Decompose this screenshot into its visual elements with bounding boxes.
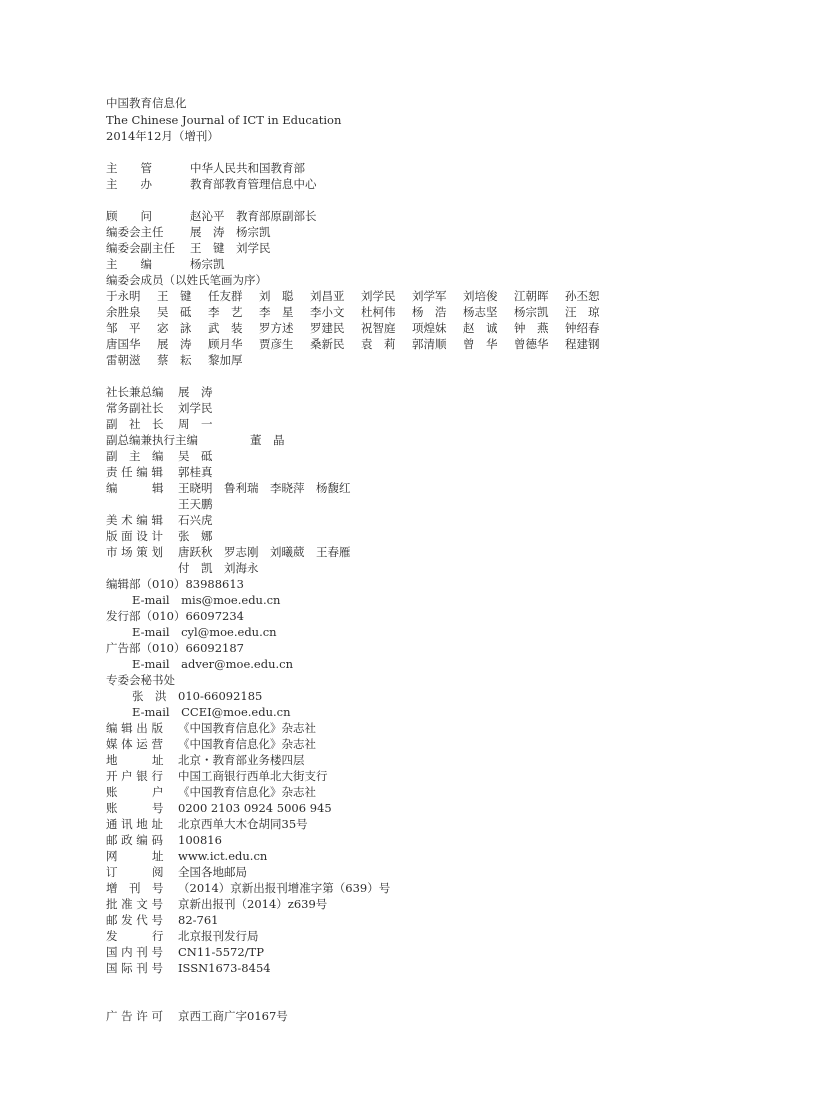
staff-row bbox=[106, 432, 285, 448]
publication-value: 全国各地邮局 bbox=[178, 865, 247, 879]
members-title: 编委会成员（以姓氏笔画为序） bbox=[106, 273, 267, 287]
advisor-label: 顾 问 bbox=[106, 209, 152, 223]
publication-value: 中国工商银行西单北大街支行 bbox=[178, 769, 328, 783]
member-name: 王 键 bbox=[157, 289, 192, 303]
member-name: 袁 莉 bbox=[361, 337, 396, 351]
staff-value: 郭桂真 bbox=[178, 465, 213, 479]
sponsor-label: 主 管 bbox=[106, 161, 152, 175]
staff-row bbox=[106, 528, 213, 544]
sponsor-row bbox=[106, 160, 305, 176]
member-name: 罗方述 bbox=[259, 321, 294, 335]
contact-line: E-mail cyl@moe.edu.cn bbox=[132, 625, 277, 639]
ad-license-value: 京西工商广字0167号 bbox=[178, 1009, 288, 1023]
ad-license-label: 广 告 许 可 bbox=[106, 1009, 163, 1023]
publication-row bbox=[106, 768, 328, 784]
contact-line: E-mail CCEI@moe.edu.cn bbox=[132, 705, 291, 719]
publication-label: 编 辑 出 版 bbox=[106, 721, 163, 735]
publication-row bbox=[106, 720, 316, 736]
staff-label: 社长兼总编 bbox=[106, 385, 164, 399]
member-name: 刘学民 bbox=[361, 289, 396, 303]
member-name: 杨 浩 bbox=[412, 305, 447, 319]
vice-director-label: 编委会副主任 bbox=[106, 241, 175, 255]
publication-value: 《中国教育信息化》杂志社 bbox=[178, 737, 316, 751]
publication-row bbox=[106, 816, 308, 832]
sponsor-value: 教育部教育管理信息中心 bbox=[190, 177, 317, 191]
member-name: 李小文 bbox=[310, 305, 345, 319]
staff-row bbox=[106, 400, 213, 416]
contact-line: 张 洪 010-66092185 bbox=[132, 689, 263, 703]
member-name: 杨宗凯 bbox=[514, 305, 549, 319]
member-name: 杜柯伟 bbox=[361, 305, 396, 319]
publication-row bbox=[106, 752, 305, 768]
staff-label: 编 辑 bbox=[106, 481, 164, 495]
member-name: 雷朝滋 bbox=[106, 353, 141, 367]
publication-label: 批 准 文 号 bbox=[106, 897, 163, 911]
journal-title-en: The Chinese Journal of ICT in Education bbox=[106, 113, 342, 127]
member-name: 李 艺 bbox=[208, 305, 243, 319]
staff-value: 吴 砥 bbox=[178, 449, 213, 463]
publication-value: CN11-5572/TP bbox=[178, 945, 264, 959]
publication-label: 发 行 bbox=[106, 929, 164, 943]
staff-row bbox=[106, 496, 213, 512]
staff-value: 董 晶 bbox=[250, 433, 285, 447]
contact-line: E-mail adver@moe.edu.cn bbox=[132, 657, 293, 671]
publication-value: 北京报刊发行局 bbox=[178, 929, 259, 943]
member-name: 孙丕恕 bbox=[565, 289, 600, 303]
members-row bbox=[106, 304, 616, 320]
staff-row bbox=[106, 480, 351, 496]
publication-label: 账 户 bbox=[106, 785, 164, 799]
sponsor-row bbox=[106, 176, 317, 192]
member-name: 郭清顺 bbox=[412, 337, 447, 351]
member-name: 钟 燕 bbox=[514, 321, 549, 335]
member-name: 武 装 bbox=[208, 321, 243, 335]
contact-line: E-mail mis@moe.edu.cn bbox=[132, 593, 281, 607]
sponsor-value: 中华人民共和国教育部 bbox=[190, 161, 305, 175]
staff-value: 刘学民 bbox=[178, 401, 213, 415]
member-name: 钟绍春 bbox=[565, 321, 600, 335]
editor-label: 主 编 bbox=[106, 257, 152, 271]
member-name: 杨志坚 bbox=[463, 305, 498, 319]
member-name: 程建钢 bbox=[565, 337, 600, 351]
advisor-row bbox=[106, 208, 317, 224]
staff-value: 王晓明 鲁利瑞 李晓萍 杨馥红 bbox=[178, 481, 351, 495]
contact-line: 发行部（010）66097234 bbox=[106, 609, 244, 623]
member-name: 吴 砥 bbox=[157, 305, 192, 319]
publication-row bbox=[106, 928, 259, 944]
staff-row bbox=[106, 544, 351, 560]
members-row bbox=[106, 288, 616, 304]
publication-value: 《中国教育信息化》杂志社 bbox=[178, 721, 316, 735]
members-row bbox=[106, 336, 616, 352]
publication-row bbox=[106, 880, 390, 896]
contact-line: 专委会秘书处 bbox=[106, 673, 175, 687]
publication-row bbox=[106, 864, 247, 880]
staff-label: 版 面 设 计 bbox=[106, 529, 163, 543]
member-name: 刘培俊 bbox=[463, 289, 498, 303]
member-name: 曾德华 bbox=[514, 337, 549, 351]
members-row bbox=[106, 352, 259, 368]
publication-value: 京新出报刊（2014）z639号 bbox=[178, 897, 328, 911]
publication-value: 北京西单大木仓胡同35号 bbox=[178, 817, 308, 831]
editor-value: 杨宗凯 bbox=[190, 257, 225, 271]
member-name: 李 星 bbox=[259, 305, 294, 319]
staff-label: 市 场 策 划 bbox=[106, 545, 163, 559]
sponsor-label: 主 办 bbox=[106, 177, 152, 191]
publication-label: 邮 发 代 号 bbox=[106, 913, 163, 927]
journal-title-cn: 中国教育信息化 bbox=[106, 96, 187, 110]
staff-label: 副总编兼执行主编 bbox=[106, 433, 198, 447]
member-name: 唐国华 bbox=[106, 337, 141, 351]
staff-row bbox=[106, 512, 213, 528]
staff-value: 唐跃秋 罗志刚 刘曦葳 王春雁 bbox=[178, 545, 351, 559]
staff-row bbox=[106, 448, 213, 464]
member-name: 余胜泉 bbox=[106, 305, 141, 319]
staff-value: 周 一 bbox=[178, 417, 213, 431]
staff-label: 常务副社长 bbox=[106, 401, 164, 415]
publication-value: 0200 2103 0924 5006 945 bbox=[178, 801, 332, 815]
publication-label: 地 址 bbox=[106, 753, 164, 767]
publication-row bbox=[106, 912, 218, 928]
member-name: 展 涛 bbox=[157, 337, 192, 351]
member-name: 祝智庭 bbox=[361, 321, 396, 335]
staff-value: 付 凯 刘海永 bbox=[178, 561, 259, 575]
member-name: 邹 平 bbox=[106, 321, 141, 335]
member-name: 贾彦生 bbox=[259, 337, 294, 351]
member-name: 蔡 耘 bbox=[157, 353, 192, 367]
staff-row bbox=[106, 560, 259, 576]
member-name: 于永明 bbox=[106, 289, 141, 303]
members-row bbox=[106, 320, 616, 336]
ad-license-row bbox=[106, 1008, 288, 1024]
member-name: 宓 詠 bbox=[157, 321, 192, 335]
staff-row bbox=[106, 464, 213, 480]
issue-date: 2014年12月（增刊） bbox=[106, 129, 219, 143]
member-name: 曾 华 bbox=[463, 337, 498, 351]
publication-label: 媒 体 运 营 bbox=[106, 737, 163, 751]
advisor-value: 赵沁平 教育部原副部长 bbox=[190, 209, 317, 223]
publication-value: （2014）京新出报刊增准字第（639）号 bbox=[178, 881, 391, 895]
member-name: 赵 诚 bbox=[463, 321, 498, 335]
publication-row bbox=[106, 896, 327, 912]
editor-row bbox=[106, 256, 225, 272]
staff-label: 美 术 编 辑 bbox=[106, 513, 163, 527]
contact-line: 广告部（010）66092187 bbox=[106, 641, 244, 655]
publication-row bbox=[106, 832, 222, 848]
member-name: 项煌妹 bbox=[412, 321, 447, 335]
member-name: 任友群 bbox=[208, 289, 243, 303]
staff-label: 副 主 编 bbox=[106, 449, 164, 463]
member-name: 刘 聪 bbox=[259, 289, 294, 303]
publication-value: 《中国教育信息化》杂志社 bbox=[178, 785, 316, 799]
staff-row bbox=[106, 384, 213, 400]
member-name: 罗建民 bbox=[310, 321, 345, 335]
publication-row bbox=[106, 848, 267, 864]
publication-value: www.ict.edu.cn bbox=[178, 849, 268, 863]
publication-label: 开 户 银 行 bbox=[106, 769, 163, 783]
publication-label: 邮 政 编 码 bbox=[106, 833, 163, 847]
publication-value: 100816 bbox=[178, 833, 222, 847]
vice-director-value: 王 键 刘学民 bbox=[190, 241, 271, 255]
member-name: 刘昌亚 bbox=[310, 289, 345, 303]
publication-label: 增 刊 号 bbox=[106, 881, 164, 895]
director-row bbox=[106, 224, 271, 240]
publication-label: 国 内 刊 号 bbox=[106, 945, 163, 959]
contact-line: 编辑部（010）83988613 bbox=[106, 577, 244, 591]
member-name: 汪 琼 bbox=[565, 305, 600, 319]
publication-row bbox=[106, 784, 316, 800]
publication-label: 通 讯 地 址 bbox=[106, 817, 163, 831]
staff-label: 副 社 长 bbox=[106, 417, 164, 431]
member-name: 黎加厚 bbox=[208, 353, 243, 367]
vice-director-row bbox=[106, 240, 271, 256]
publication-label: 国 际 刊 号 bbox=[106, 961, 163, 975]
publication-value: 北京・教育部业务楼四层 bbox=[178, 753, 305, 767]
publication-row bbox=[106, 800, 332, 816]
publication-label: 账 号 bbox=[106, 801, 164, 815]
publication-value: ISSN1673-8454 bbox=[178, 961, 271, 975]
staff-value: 张 娜 bbox=[178, 529, 213, 543]
director-value: 展 涛 杨宗凯 bbox=[190, 225, 271, 239]
staff-label: 责 任 编 辑 bbox=[106, 465, 163, 479]
publication-row bbox=[106, 960, 271, 976]
publication-row bbox=[106, 736, 316, 752]
staff-value: 石兴虎 bbox=[178, 513, 213, 527]
publication-row bbox=[106, 944, 264, 960]
director-label: 编委会主任 bbox=[106, 225, 164, 239]
member-name: 桑新民 bbox=[310, 337, 345, 351]
staff-value: 王天鹏 bbox=[178, 497, 213, 511]
publication-label: 订 阅 bbox=[106, 865, 164, 879]
publication-label: 网 址 bbox=[106, 849, 164, 863]
staff-value: 展 涛 bbox=[178, 385, 213, 399]
publication-value: 82-761 bbox=[178, 913, 219, 927]
staff-row bbox=[106, 416, 213, 432]
member-name: 顾月华 bbox=[208, 337, 243, 351]
member-name: 江朝晖 bbox=[514, 289, 549, 303]
member-name: 刘学军 bbox=[412, 289, 447, 303]
